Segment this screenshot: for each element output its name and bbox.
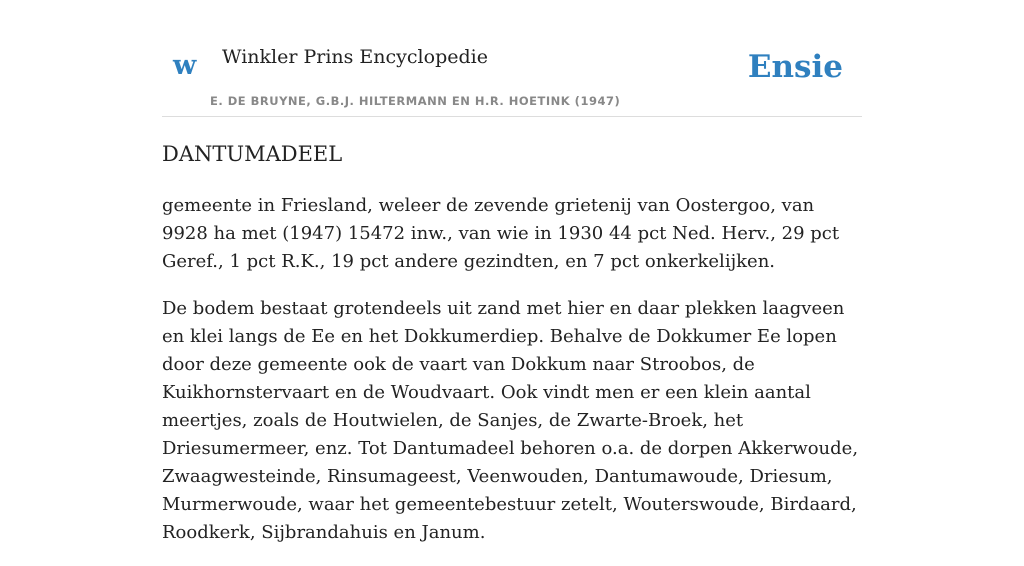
- article-paragraph: De bodem bestaat grotendeels uit zand met hier en daar plekken laagveen en klei langs de Ee en het Dokkumerdiep. Behalve de Dokkumer Ee lopen door deze gemeente ook de vaart van Dokkum naar Stroobos, de Kuikhornstervaart en de Woudvaart. Ook vindt men er een klein aantal meertjes, zoals de Houtwielen, de Sanjes, de Zwarte-Broek, het Driesumermeer, enz. Tot Dantumadeel behoren o.a. de dorpen Akkerwoude, Zwaagwesteinde, Rinsumageest, Veenwouden, Dantumawoude, Driesum, Murmerwoude, waar het gemeentebestuur zetelt, Wouterswoude, Birdaard, Roodkerk, Sijbrandahuis en Janum.: [162, 298, 859, 543]
- source-logo-icon[interactable]: w: [173, 50, 197, 81]
- article-title: DANTUMADEEL: [162, 142, 343, 166]
- source-title[interactable]: Winkler Prins Encyclopedie: [222, 46, 488, 68]
- article-paragraph: gemeente in Friesland, weleer de zevende grietenij van Oostergoo, van 9928 ha met (1947) 15472 inw., van wie in 1930 44 pct Ned. Herv., 29 pct Geref., 1 pct R.K., 19 pct andere gezindten, en 7 pct onkerkelijken.: [162, 195, 840, 272]
- article-content: [162, 192, 862, 566]
- source-header: [162, 0, 862, 117]
- source-authors: E. DE BRUYNE, G.B.J. HILTERMANN EN H.R. HOETINK (1947): [210, 94, 621, 108]
- ensie-logo[interactable]: Ensie: [747, 49, 843, 85]
